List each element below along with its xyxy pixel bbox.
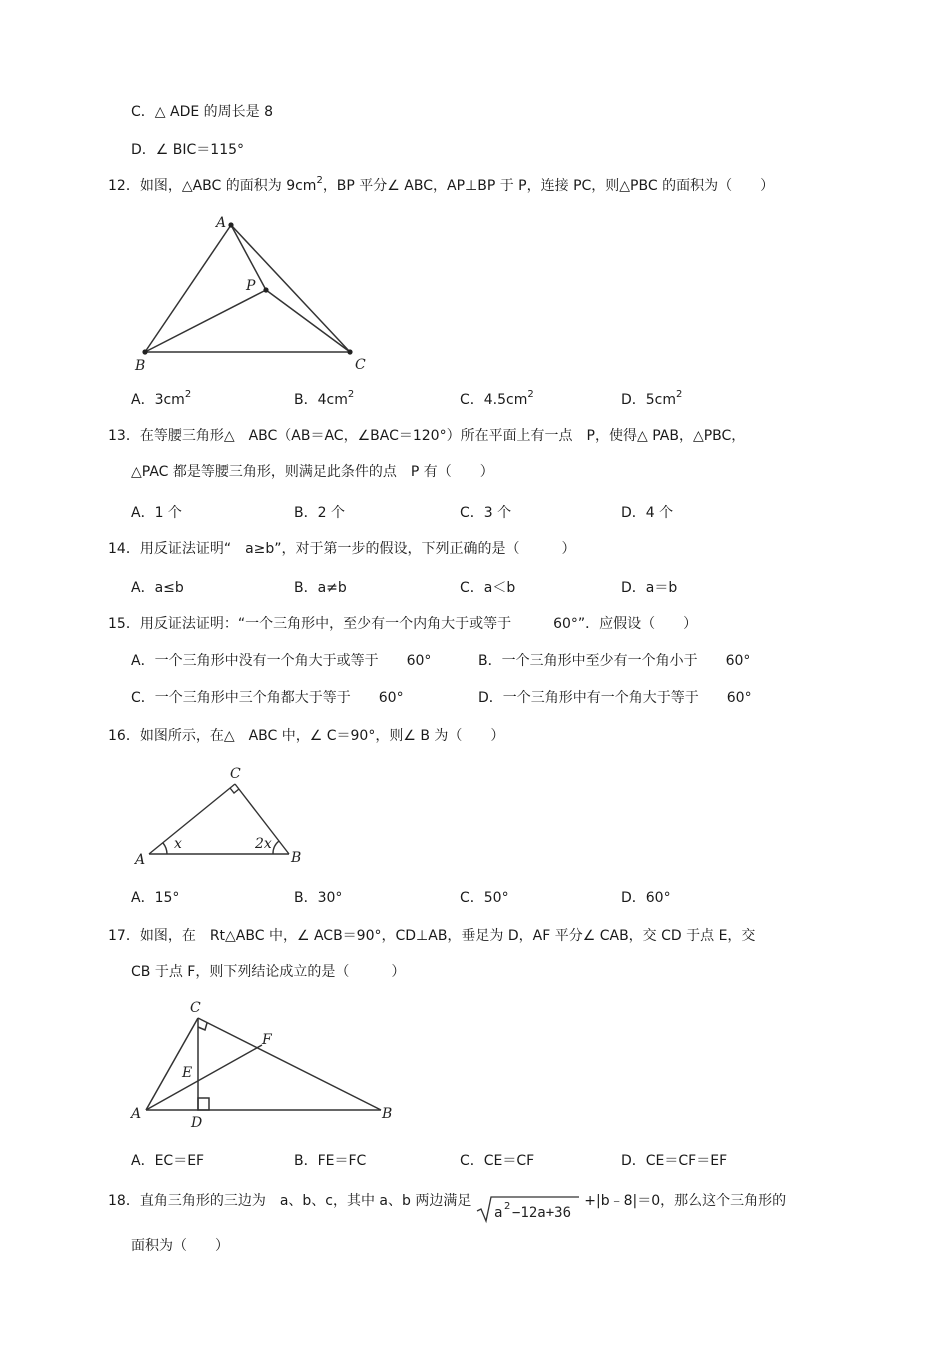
q16-label-c: C	[230, 766, 241, 782]
q13-option-c[interactable]: C．3 个	[460, 505, 512, 521]
q15-option-c[interactable]: C．一个三角形中三个角都大于等于 60°	[131, 690, 404, 706]
q17-option-d[interactable]: D．CE＝CF＝EF	[621, 1153, 728, 1169]
q12-option-c[interactable]	[460, 391, 534, 409]
q14-option-a[interactable]: A．a≤b	[131, 580, 184, 596]
q12-segment-bp	[145, 290, 266, 352]
q18-radicand-a: a	[493, 1205, 503, 1221]
q17-label-c: C	[190, 1000, 201, 1016]
q16-stem: 16．如图所示，在△ ABC 中，∠ C＝90°，则∠ B 为（ ）	[108, 728, 505, 744]
q13-stem-line2: △PAC 都是等腰三角形，则满足此条件的点 P 有（ ）	[131, 464, 494, 480]
option-d-prev: D．∠ BIC＝115°	[131, 142, 245, 158]
q12-option-a-superscript: 2	[184, 389, 192, 400]
q13-option-d[interactable]: D．4 个	[621, 505, 674, 521]
q12-point-p	[263, 287, 268, 292]
q12-label-a: A	[216, 215, 227, 231]
q12-option-d-text: D．5cm	[621, 392, 677, 408]
q17-stem-line2: CB 于点 F，则下列结论成立的是（ ）	[131, 964, 406, 980]
q16-option-a[interactable]: A．15°	[131, 890, 180, 906]
q16-right-angle-mark	[230, 788, 239, 793]
q12-option-b-superscript: 2	[347, 389, 355, 400]
q12-point-a	[228, 222, 233, 227]
q15-option-a[interactable]: A．一个三角形中没有一个角大于或等于 60°	[131, 653, 432, 669]
q12-stem-superscript: 2	[316, 175, 323, 186]
q16-option-b[interactable]: B．30°	[294, 890, 343, 906]
q18-stem-part-a: 18．直角三角形的三边为 a、b、c，其中 a、b 两边满足	[108, 1193, 472, 1209]
q14-option-c[interactable]: C．a＜b	[460, 580, 516, 596]
q12-stem-part-a: 12．如图，△ABC 的面积为 9cm	[108, 178, 317, 194]
q15-option-b[interactable]: B．一个三角形中至少有一个角小于 60°	[478, 653, 751, 669]
q12-option-d[interactable]	[621, 391, 682, 409]
q17-label-e: E	[182, 1065, 193, 1081]
q16-label-x: x	[174, 836, 182, 852]
q12-side-ab	[145, 225, 231, 352]
q14-option-d[interactable]: D．a＝b	[621, 580, 678, 596]
q17-right-angle-mark-d	[198, 1098, 209, 1110]
q16-option-c[interactable]: C．50°	[460, 890, 509, 906]
q12-option-a-text: A．3cm	[131, 392, 185, 408]
q16-side-cb	[235, 784, 289, 854]
q14-option-b[interactable]: B．a≠b	[294, 580, 347, 596]
q17-option-b[interactable]: B．FE＝FC	[294, 1153, 367, 1169]
q17-segment-af	[146, 1045, 262, 1110]
q12-segment-pc	[266, 290, 350, 352]
q17-label-b: B	[382, 1106, 393, 1122]
q17-side-cb	[198, 1018, 381, 1110]
q16-label-a: A	[135, 852, 146, 868]
q18-radicand-rest: −12a+36	[511, 1205, 571, 1221]
q16-label-2x: 2x	[255, 836, 272, 852]
q17-stem-line1: 17．如图，在 Rt△ABC 中，∠ ACB＝90°，CD⊥AB，垂足为 D，AF 平分∠ CAB，交 CD 于点 E，交	[108, 928, 756, 944]
q18-stem-part-b: +|b﹣8|＝0，那么这个三角形的	[584, 1193, 787, 1209]
q12-point-b	[142, 349, 147, 354]
q15-option-d[interactable]: D．一个三角形中有一个角大于等于 60°	[478, 690, 752, 706]
q16-angle-arc-a	[163, 843, 167, 854]
q18-stem	[108, 1192, 786, 1224]
q17-side-ac	[146, 1018, 198, 1110]
q12-label-p: P	[246, 278, 256, 294]
q13-option-b[interactable]: B．2 个	[294, 505, 345, 521]
q16-label-b: B	[291, 850, 302, 866]
q18-radical-expression	[476, 1194, 580, 1224]
q12-option-b[interactable]	[294, 391, 354, 409]
q12-option-b-text: B．4cm	[294, 392, 348, 408]
q13-option-a[interactable]: A．1 个	[131, 505, 182, 521]
q12-point-c	[347, 349, 352, 354]
q17-label-f: F	[262, 1032, 272, 1048]
q15-stem: 15．用反证法证明：“一个三角形中，至少有一个内角大于或等于 60°”．应假设（ ）	[108, 616, 698, 632]
q17-option-c[interactable]: C．CE＝CF	[460, 1153, 535, 1169]
q17-option-a[interactable]: A．EC＝EF	[131, 1153, 205, 1169]
q18-sqrt-sign	[476, 1194, 580, 1224]
q18-radicand-superscript: 2	[503, 1201, 511, 1212]
q16-side-ac	[149, 784, 235, 854]
q13-stem-line1: 13．在等腰三角形△ ABC（AB＝AC，∠BAC＝120°）所在平面上有一点 P，使得△ PAB，△PBC，	[108, 428, 746, 444]
q12-stem-part-b: ，BP 平分∠ ABC，AP⊥BP 于 P，连接 PC，则△PBC 的面积为（ ）	[322, 178, 775, 194]
q12-option-c-text: C．4.5cm	[460, 392, 528, 408]
q16-option-d[interactable]: D．60°	[621, 890, 671, 906]
q12-side-ac	[231, 225, 350, 352]
q17-label-d: D	[191, 1115, 203, 1131]
q12-label-b: B	[135, 358, 146, 374]
q14-stem: 14．用反证法证明“ a≥b”，对于第一步的假设，下列正确的是（ ）	[108, 541, 576, 557]
q17-label-a: A	[131, 1106, 142, 1122]
q12-option-d-superscript: 2	[676, 389, 683, 400]
q12-segment-ap	[231, 225, 266, 290]
q12-option-a[interactable]	[131, 391, 191, 409]
q12-option-c-superscript: 2	[527, 389, 534, 400]
option-c-prev: C．△ ADE 的周长是 8	[131, 104, 274, 120]
q17-right-angle-mark-c	[198, 1023, 207, 1030]
q18-stem-line2: 面积为（ ）	[131, 1238, 229, 1254]
q16-angle-arc-b	[273, 841, 279, 854]
q12-label-c: C	[355, 357, 366, 373]
q12-stem	[108, 177, 774, 195]
